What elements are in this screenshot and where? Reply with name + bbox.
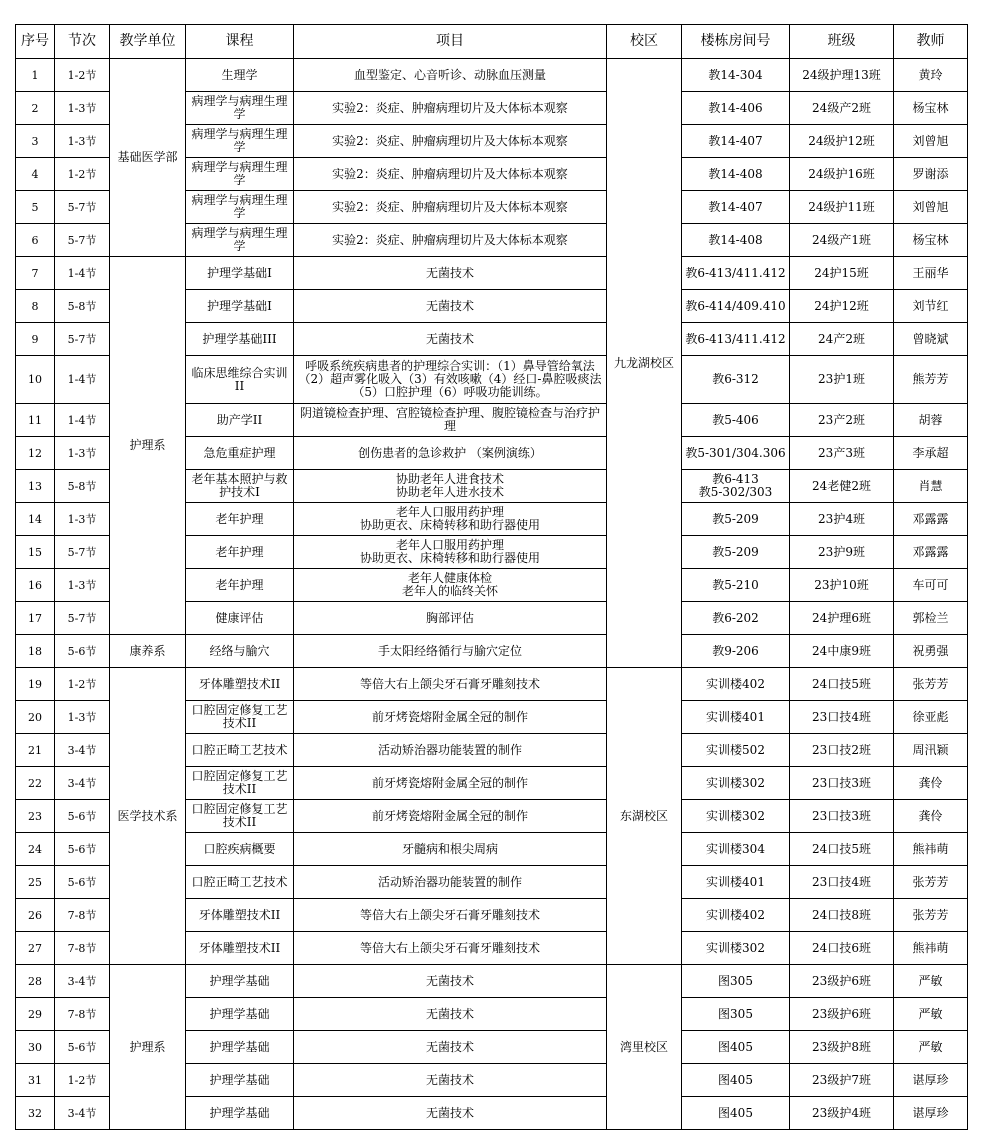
project-cell: 老年人口服用药护理 协助更衣、床椅转移和助行器使用 — [294, 536, 607, 569]
course-cell: 护理学基础 — [186, 1031, 294, 1064]
class-cell: 24护理6班 — [790, 602, 894, 635]
teaching-unit-cell: 医学技术系 — [110, 668, 186, 965]
room-cell: 教6-413/411.412 — [682, 323, 790, 356]
room-cell: 实训楼304 — [682, 833, 790, 866]
project-cell: 前牙烤瓷熔附金属全冠的制作 — [294, 701, 607, 734]
teacher-cell: 龚伶 — [894, 800, 968, 833]
row-number-cell: 2 — [16, 92, 55, 125]
period-cell: 5-7节 — [55, 602, 110, 635]
course-cell: 病理学与病理生理学 — [186, 191, 294, 224]
course-cell: 口腔固定修复工艺技术II — [186, 767, 294, 800]
row-number-cell: 20 — [16, 701, 55, 734]
room-cell: 图405 — [682, 1097, 790, 1130]
row-number-cell: 6 — [16, 224, 55, 257]
course-cell: 牙体雕塑技术II — [186, 899, 294, 932]
teacher-cell: 熊芳芳 — [894, 356, 968, 404]
project-cell: 实验2：炎症、肿瘤病理切片及大体标本观察 — [294, 92, 607, 125]
course-cell: 口腔疾病概要 — [186, 833, 294, 866]
project-cell: 呼吸系统疾病患者的护理综合实训：（1）鼻导管给氧法（2）超声雾化吸入（3）有效咳嗽（4）经口-鼻腔吸痰法（5）口腔护理（6）呼吸功能训练。 — [294, 356, 607, 404]
teaching-unit-cell: 基础医学部 — [110, 59, 186, 257]
project-cell: 前牙烤瓷熔附金属全冠的制作 — [294, 767, 607, 800]
period-cell: 1-2节 — [55, 1064, 110, 1097]
room-cell: 教6-413/411.412 — [682, 257, 790, 290]
teacher-cell: 严敏 — [894, 998, 968, 1031]
course-cell: 护理学基础 — [186, 1064, 294, 1097]
row-number-cell: 24 — [16, 833, 55, 866]
teacher-cell: 刘曾旭 — [894, 125, 968, 158]
period-cell: 1-4节 — [55, 356, 110, 404]
row-number-cell: 17 — [16, 602, 55, 635]
class-cell: 24产2班 — [790, 323, 894, 356]
period-cell: 7-8节 — [55, 899, 110, 932]
header-cell: 班级 — [790, 25, 894, 59]
period-cell: 1-3节 — [55, 569, 110, 602]
class-cell: 24口技5班 — [790, 833, 894, 866]
course-cell: 病理学与病理生理学 — [186, 125, 294, 158]
period-cell: 5-7节 — [55, 191, 110, 224]
course-cell: 护理学基础 — [186, 998, 294, 1031]
class-cell: 23护10班 — [790, 569, 894, 602]
course-cell: 护理学基础I — [186, 290, 294, 323]
room-cell: 教9-206 — [682, 635, 790, 668]
teacher-cell: 黄玲 — [894, 59, 968, 92]
project-cell: 无菌技术 — [294, 998, 607, 1031]
project-cell: 实验2：炎症、肿瘤病理切片及大体标本观察 — [294, 158, 607, 191]
table-row — [16, 635, 968, 668]
course-cell: 口腔固定修复工艺技术II — [186, 701, 294, 734]
header-cell: 项目 — [294, 25, 607, 59]
room-cell: 教5-301/304.306 — [682, 437, 790, 470]
period-cell: 5-7节 — [55, 224, 110, 257]
course-cell: 口腔固定修复工艺技术II — [186, 800, 294, 833]
row-number-cell: 15 — [16, 536, 55, 569]
project-cell: 等倍大右上颌尖牙石膏牙雕刻技术 — [294, 668, 607, 701]
class-cell: 23级护7班 — [790, 1064, 894, 1097]
course-cell: 口腔正畸工艺技术 — [186, 734, 294, 767]
room-cell: 教14-407 — [682, 191, 790, 224]
period-cell: 3-4节 — [55, 767, 110, 800]
class-cell: 23产3班 — [790, 437, 894, 470]
course-cell: 健康评估 — [186, 602, 294, 635]
teacher-cell: 杨宝林 — [894, 92, 968, 125]
row-number-cell: 28 — [16, 965, 55, 998]
row-number-cell: 32 — [16, 1097, 55, 1130]
room-cell: 实训楼402 — [682, 899, 790, 932]
row-number-cell: 22 — [16, 767, 55, 800]
class-cell: 23护9班 — [790, 536, 894, 569]
room-cell: 图305 — [682, 998, 790, 1031]
header-cell: 教师 — [894, 25, 968, 59]
teacher-cell: 刘节红 — [894, 290, 968, 323]
project-cell: 等倍大右上颌尖牙石膏牙雕刻技术 — [294, 932, 607, 965]
period-cell: 7-8节 — [55, 998, 110, 1031]
teacher-cell: 祝勇强 — [894, 635, 968, 668]
room-cell: 实训楼302 — [682, 932, 790, 965]
teacher-cell: 曾晓斌 — [894, 323, 968, 356]
teacher-cell: 熊祎萌 — [894, 833, 968, 866]
room-cell: 教14-304 — [682, 59, 790, 92]
teacher-cell: 肖慧 — [894, 470, 968, 503]
class-cell: 23级护4班 — [790, 1097, 894, 1130]
period-cell: 5-7节 — [55, 536, 110, 569]
teaching-unit-cell: 护理系 — [110, 965, 186, 1130]
row-number-cell: 5 — [16, 191, 55, 224]
header-cell: 序号 — [16, 25, 55, 59]
schedule-table — [15, 24, 968, 1130]
project-cell: 老年人健康体检 老年人的临终关怀 — [294, 569, 607, 602]
course-cell: 老年护理 — [186, 536, 294, 569]
row-number-cell: 14 — [16, 503, 55, 536]
project-cell: 无菌技术 — [294, 1064, 607, 1097]
course-cell: 老年护理 — [186, 569, 294, 602]
teacher-cell: 徐亚彪 — [894, 701, 968, 734]
campus-cell: 九龙湖校区 — [607, 59, 682, 668]
project-cell: 前牙烤瓷熔附金属全冠的制作 — [294, 800, 607, 833]
period-cell: 3-4节 — [55, 1097, 110, 1130]
teaching-unit-cell: 康养系 — [110, 635, 186, 668]
class-cell: 24级护12班 — [790, 125, 894, 158]
room-cell: 实训楼402 — [682, 668, 790, 701]
room-cell: 实训楼401 — [682, 866, 790, 899]
row-number-cell: 30 — [16, 1031, 55, 1064]
period-cell: 5-6节 — [55, 635, 110, 668]
period-cell: 5-6节 — [55, 866, 110, 899]
class-cell: 24级产1班 — [790, 224, 894, 257]
teacher-cell: 郭检兰 — [894, 602, 968, 635]
project-cell: 牙髓病和根尖周病 — [294, 833, 607, 866]
class-cell: 23口技4班 — [790, 701, 894, 734]
project-cell: 胸部评估 — [294, 602, 607, 635]
teacher-cell: 罗谢添 — [894, 158, 968, 191]
period-cell: 1-3节 — [55, 125, 110, 158]
row-number-cell: 21 — [16, 734, 55, 767]
course-cell: 牙体雕塑技术II — [186, 668, 294, 701]
row-number-cell: 29 — [16, 998, 55, 1031]
row-number-cell: 25 — [16, 866, 55, 899]
project-cell: 实验2：炎症、肿瘤病理切片及大体标本观察 — [294, 125, 607, 158]
project-cell: 实验2：炎症、肿瘤病理切片及大体标本观察 — [294, 224, 607, 257]
campus-cell: 湾里校区 — [607, 965, 682, 1130]
room-cell: 实训楼401 — [682, 701, 790, 734]
header-row — [16, 25, 968, 59]
room-cell: 实训楼302 — [682, 767, 790, 800]
course-cell: 护理学基础I — [186, 257, 294, 290]
table-row — [16, 59, 968, 92]
header-cell: 节次 — [55, 25, 110, 59]
table-row — [16, 257, 968, 290]
project-cell: 无菌技术 — [294, 323, 607, 356]
project-cell: 实验2：炎症、肿瘤病理切片及大体标本观察 — [294, 191, 607, 224]
row-number-cell: 10 — [16, 356, 55, 404]
class-cell: 23级护6班 — [790, 998, 894, 1031]
class-cell: 24老健2班 — [790, 470, 894, 503]
table-row — [16, 668, 968, 701]
header-cell: 校区 — [607, 25, 682, 59]
period-cell: 5-7节 — [55, 323, 110, 356]
header-cell: 楼栋房间号 — [682, 25, 790, 59]
project-cell: 创伤患者的急诊救护 （案例演练） — [294, 437, 607, 470]
period-cell: 5-8节 — [55, 470, 110, 503]
row-number-cell: 8 — [16, 290, 55, 323]
room-cell: 图405 — [682, 1064, 790, 1097]
row-number-cell: 7 — [16, 257, 55, 290]
class-cell: 23级护6班 — [790, 965, 894, 998]
project-cell: 活动矫治器功能装置的制作 — [294, 866, 607, 899]
course-cell: 老年基本照护与救护技术Ⅰ — [186, 470, 294, 503]
class-cell: 24级护16班 — [790, 158, 894, 191]
teacher-cell: 王丽华 — [894, 257, 968, 290]
period-cell: 1-2节 — [55, 158, 110, 191]
class-cell: 24口技8班 — [790, 899, 894, 932]
class-cell: 23口技4班 — [790, 866, 894, 899]
course-cell: 口腔正畸工艺技术 — [186, 866, 294, 899]
project-cell: 血型鉴定、心音听诊、动脉血压测量 — [294, 59, 607, 92]
class-cell: 24中康9班 — [790, 635, 894, 668]
teacher-cell: 张芳芳 — [894, 866, 968, 899]
row-number-cell: 19 — [16, 668, 55, 701]
class-cell: 24级产2班 — [790, 92, 894, 125]
teacher-cell: 邓露露 — [894, 503, 968, 536]
period-cell: 5-6节 — [55, 800, 110, 833]
period-cell: 1-3节 — [55, 92, 110, 125]
teacher-cell: 胡蓉 — [894, 404, 968, 437]
class-cell: 24护12班 — [790, 290, 894, 323]
class-cell: 23护4班 — [790, 503, 894, 536]
project-cell: 协助老年人进食技术 协助老年人进水技术 — [294, 470, 607, 503]
room-cell: 教5-209 — [682, 536, 790, 569]
project-cell: 无菌技术 — [294, 1031, 607, 1064]
project-cell: 手太阳经络循行与腧穴定位 — [294, 635, 607, 668]
room-cell: 图305 — [682, 965, 790, 998]
class-cell: 24级护11班 — [790, 191, 894, 224]
period-cell: 7-8节 — [55, 932, 110, 965]
row-number-cell: 11 — [16, 404, 55, 437]
row-number-cell: 26 — [16, 899, 55, 932]
teacher-cell: 谌厚珍 — [894, 1064, 968, 1097]
row-number-cell: 9 — [16, 323, 55, 356]
class-cell: 23口技3班 — [790, 800, 894, 833]
room-cell: 教6-414/409.410 — [682, 290, 790, 323]
class-cell: 24级护理13班 — [790, 59, 894, 92]
room-cell: 教14-407 — [682, 125, 790, 158]
row-number-cell: 16 — [16, 569, 55, 602]
row-number-cell: 13 — [16, 470, 55, 503]
row-number-cell: 12 — [16, 437, 55, 470]
row-number-cell: 31 — [16, 1064, 55, 1097]
room-cell: 教5-209 — [682, 503, 790, 536]
room-cell: 实训楼302 — [682, 800, 790, 833]
class-cell: 23护1班 — [790, 356, 894, 404]
teacher-cell: 熊祎萌 — [894, 932, 968, 965]
teacher-cell: 周汛颖 — [894, 734, 968, 767]
class-cell: 24口技5班 — [790, 668, 894, 701]
course-cell: 护理学基础 — [186, 965, 294, 998]
teaching-unit-cell: 护理系 — [110, 257, 186, 635]
course-cell: 病理学与病理生理学 — [186, 158, 294, 191]
table-row — [16, 965, 968, 998]
teacher-cell: 杨宝林 — [894, 224, 968, 257]
period-cell: 3-4节 — [55, 965, 110, 998]
class-cell: 23口技3班 — [790, 767, 894, 800]
room-cell: 教14-408 — [682, 224, 790, 257]
row-number-cell: 4 — [16, 158, 55, 191]
teacher-cell: 李承超 — [894, 437, 968, 470]
project-cell: 活动矫治器功能装置的制作 — [294, 734, 607, 767]
project-cell: 老年人口服用药护理 协助更衣、床椅转移和助行器使用 — [294, 503, 607, 536]
course-cell: 老年护理 — [186, 503, 294, 536]
course-cell: 经络与腧穴 — [186, 635, 294, 668]
project-cell: 等倍大右上颌尖牙石膏牙雕刻技术 — [294, 899, 607, 932]
room-cell: 实训楼502 — [682, 734, 790, 767]
project-cell: 阴道镜检查护理、宫腔镜检查护理、腹腔镜检查与治疗护理 — [294, 404, 607, 437]
teacher-cell: 龚伶 — [894, 767, 968, 800]
room-cell: 教14-406 — [682, 92, 790, 125]
course-cell: 生理学 — [186, 59, 294, 92]
class-cell: 23口技2班 — [790, 734, 894, 767]
teacher-cell: 车可可 — [894, 569, 968, 602]
period-cell: 1-3节 — [55, 437, 110, 470]
teacher-cell: 张芳芳 — [894, 899, 968, 932]
period-cell: 1-3节 — [55, 701, 110, 734]
room-cell: 图405 — [682, 1031, 790, 1064]
period-cell: 5-6节 — [55, 1031, 110, 1064]
teacher-cell: 严敏 — [894, 1031, 968, 1064]
project-cell: 无菌技术 — [294, 290, 607, 323]
course-cell: 护理学基础 — [186, 1097, 294, 1130]
teacher-cell: 张芳芳 — [894, 668, 968, 701]
period-cell: 5-8节 — [55, 290, 110, 323]
room-cell: 教5-406 — [682, 404, 790, 437]
row-number-cell: 18 — [16, 635, 55, 668]
table-body — [16, 59, 968, 1130]
project-cell: 无菌技术 — [294, 1097, 607, 1130]
row-number-cell: 3 — [16, 125, 55, 158]
class-cell: 23级护8班 — [790, 1031, 894, 1064]
period-cell: 1-2节 — [55, 59, 110, 92]
course-cell: 牙体雕塑技术II — [186, 932, 294, 965]
campus-cell: 东湖校区 — [607, 668, 682, 965]
teacher-cell: 谌厚珍 — [894, 1097, 968, 1130]
course-cell: 急危重症护理 — [186, 437, 294, 470]
room-cell: 教14-408 — [682, 158, 790, 191]
room-cell: 教6-312 — [682, 356, 790, 404]
period-cell: 1-4节 — [55, 257, 110, 290]
class-cell: 24护15班 — [790, 257, 894, 290]
room-cell: 教5-210 — [682, 569, 790, 602]
class-cell: 24口技6班 — [790, 932, 894, 965]
period-cell: 3-4节 — [55, 734, 110, 767]
room-cell: 教6-413 教5-302/303 — [682, 470, 790, 503]
row-number-cell: 23 — [16, 800, 55, 833]
teacher-cell: 刘曾旭 — [894, 191, 968, 224]
course-cell: 病理学与病理生理学 — [186, 224, 294, 257]
project-cell: 无菌技术 — [294, 257, 607, 290]
row-number-cell: 1 — [16, 59, 55, 92]
period-cell: 1-2节 — [55, 668, 110, 701]
course-cell: 临床思维综合实训II — [186, 356, 294, 404]
course-cell: 护理学基础III — [186, 323, 294, 356]
period-cell: 5-6节 — [55, 833, 110, 866]
course-cell: 病理学与病理生理学 — [186, 92, 294, 125]
header-cell: 课程 — [186, 25, 294, 59]
teacher-cell: 邓露露 — [894, 536, 968, 569]
class-cell: 23产2班 — [790, 404, 894, 437]
period-cell: 1-3节 — [55, 503, 110, 536]
row-number-cell: 27 — [16, 932, 55, 965]
header-cell: 教学单位 — [110, 25, 186, 59]
room-cell: 教6-202 — [682, 602, 790, 635]
project-cell: 无菌技术 — [294, 965, 607, 998]
course-cell: 助产学II — [186, 404, 294, 437]
teacher-cell: 严敏 — [894, 965, 968, 998]
period-cell: 1-4节 — [55, 404, 110, 437]
